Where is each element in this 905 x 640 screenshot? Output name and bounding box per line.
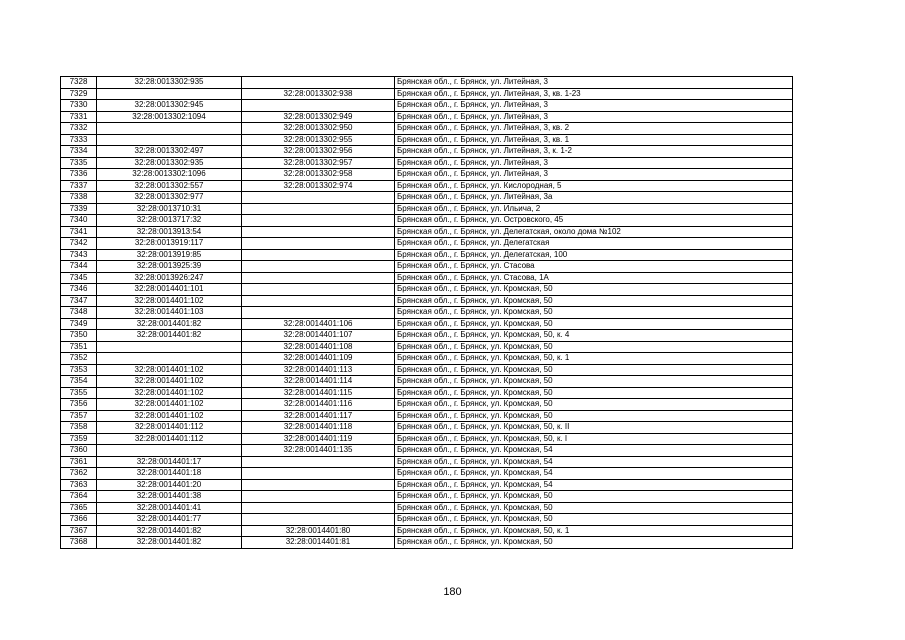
table-row: [61, 341, 793, 353]
land-cadastral-number-cell: 32:28:0014401:102: [97, 410, 242, 422]
land-cadastral-number-cell: 32:28:0013919:85: [97, 249, 242, 261]
address-cell: Брянская обл., г. Брянск, ул. Островского, 45: [395, 215, 793, 227]
row-number-cell: 7339: [61, 203, 97, 215]
address-cell: Брянская обл., г. Брянск, ул. Кислородная, 5: [395, 180, 793, 192]
building-cadastral-number-cell: [242, 272, 395, 284]
row-number-cell: 7341: [61, 226, 97, 238]
row-number-cell: 7367: [61, 525, 97, 537]
land-cadastral-number-cell: 32:28:0013302:935: [97, 77, 242, 89]
row-number-cell: 7344: [61, 261, 97, 273]
address-cell: Брянская обл., г. Брянск, ул. Кромская, 50: [395, 537, 793, 549]
row-number-cell: 7342: [61, 238, 97, 250]
land-cadastral-number-cell: [97, 88, 242, 100]
land-cadastral-number-cell: 32:28:0013302:497: [97, 146, 242, 158]
building-cadastral-number-cell: 32:28:0014401:81: [242, 537, 395, 549]
row-number-cell: 7333: [61, 134, 97, 146]
building-cadastral-number-cell: 32:28:0014401:107: [242, 330, 395, 342]
land-cadastral-number-cell: 32:28:0014401:20: [97, 479, 242, 491]
table-row: [61, 88, 793, 100]
table-row: [61, 491, 793, 503]
address-cell: Брянская обл., г. Брянск, ул. Кромская, 50: [395, 387, 793, 399]
building-cadastral-number-cell: 32:28:0014401:108: [242, 341, 395, 353]
land-cadastral-number-cell: [97, 134, 242, 146]
row-number-cell: 7366: [61, 514, 97, 526]
address-cell: Брянская обл., г. Брянск, ул. Делегатская, 100: [395, 249, 793, 261]
address-cell: Брянская обл., г. Брянск, ул. Кромская, 50: [395, 284, 793, 296]
address-cell: Брянская обл., г. Брянск, ул. Кромская, 50: [395, 318, 793, 330]
address-cell: Брянская обл., г. Брянск, ул. Кромская, 50: [395, 376, 793, 388]
table-row: [61, 192, 793, 204]
row-number-cell: 7353: [61, 364, 97, 376]
land-cadastral-number-cell: 32:28:0014401:103: [97, 307, 242, 319]
building-cadastral-number-cell: 32:28:0014401:117: [242, 410, 395, 422]
row-number-cell: 7357: [61, 410, 97, 422]
row-number-cell: 7346: [61, 284, 97, 296]
table-row: [61, 261, 793, 273]
building-cadastral-number-cell: [242, 456, 395, 468]
land-cadastral-number-cell: 32:28:0013919:117: [97, 238, 242, 250]
building-cadastral-number-cell: 32:28:0013302:956: [242, 146, 395, 158]
building-cadastral-number-cell: [242, 284, 395, 296]
table-row: [61, 468, 793, 480]
building-cadastral-number-cell: [242, 249, 395, 261]
address-cell: Брянская обл., г. Брянск, ул. Литейная, 3, кв. 2: [395, 123, 793, 135]
land-cadastral-number-cell: 32:28:0014401:82: [97, 318, 242, 330]
table-row: [61, 433, 793, 445]
table-body: [61, 77, 793, 549]
address-cell: Брянская обл., г. Брянск, ул. Литейная, 3: [395, 77, 793, 89]
building-cadastral-number-cell: 32:28:0013302:949: [242, 111, 395, 123]
land-cadastral-number-cell: 32:28:0013302:945: [97, 100, 242, 112]
land-cadastral-number-cell: 32:28:0014401:82: [97, 330, 242, 342]
building-cadastral-number-cell: [242, 226, 395, 238]
address-cell: Брянская обл., г. Брянск, ул. Литейная, 3а: [395, 192, 793, 204]
table-row: [61, 157, 793, 169]
building-cadastral-number-cell: [242, 502, 395, 514]
table-row: [61, 502, 793, 514]
table-row: [61, 123, 793, 135]
address-cell: Брянская обл., г. Брянск, ул. Литейная, 3: [395, 111, 793, 123]
row-number-cell: 7347: [61, 295, 97, 307]
row-number-cell: 7328: [61, 77, 97, 89]
address-cell: Брянская обл., г. Брянск, ул. Кромская, 54: [395, 468, 793, 480]
land-cadastral-number-cell: 32:28:0014401:102: [97, 387, 242, 399]
land-cadastral-number-cell: 32:28:0014401:77: [97, 514, 242, 526]
row-number-cell: 7354: [61, 376, 97, 388]
building-cadastral-number-cell: [242, 215, 395, 227]
row-number-cell: 7331: [61, 111, 97, 123]
address-cell: Брянская обл., г. Брянск, ул. Литейная, 3, кв. 1: [395, 134, 793, 146]
land-cadastral-number-cell: [97, 353, 242, 365]
address-cell: Брянская обл., г. Брянск, ул. Литейная, 3, к. 1-2: [395, 146, 793, 158]
row-number-cell: 7329: [61, 88, 97, 100]
row-number-cell: 7361: [61, 456, 97, 468]
land-cadastral-number-cell: 32:28:0014401:41: [97, 502, 242, 514]
table-row: [61, 525, 793, 537]
land-cadastral-number-cell: 32:28:0014401:112: [97, 422, 242, 434]
address-cell: Брянская обл., г. Брянск, ул. Литейная, 3, кв. 1-23: [395, 88, 793, 100]
page-number: 180: [443, 586, 462, 598]
building-cadastral-number-cell: 32:28:0013302:955: [242, 134, 395, 146]
table-row: [61, 203, 793, 215]
land-cadastral-number-cell: [97, 445, 242, 457]
land-cadastral-number-cell: 32:28:0013302:1096: [97, 169, 242, 181]
land-cadastral-number-cell: 32:28:0014401:101: [97, 284, 242, 296]
table-row: [61, 537, 793, 549]
row-number-cell: 7356: [61, 399, 97, 411]
building-cadastral-number-cell: 32:28:0014401:80: [242, 525, 395, 537]
table-row: [61, 479, 793, 491]
table-row: [61, 456, 793, 468]
building-cadastral-number-cell: 32:28:0013302:958: [242, 169, 395, 181]
land-cadastral-number-cell: [97, 341, 242, 353]
row-number-cell: 7345: [61, 272, 97, 284]
row-number-cell: 7365: [61, 502, 97, 514]
table-row: [61, 169, 793, 181]
building-cadastral-number-cell: 32:28:0014401:115: [242, 387, 395, 399]
building-cadastral-number-cell: 32:28:0014401:114: [242, 376, 395, 388]
row-number-cell: 7332: [61, 123, 97, 135]
address-cell: Брянская обл., г. Брянск, ул. Кромская, 50: [395, 399, 793, 411]
building-cadastral-number-cell: [242, 192, 395, 204]
land-cadastral-number-cell: 32:28:0013302:1094: [97, 111, 242, 123]
table-row: [61, 399, 793, 411]
row-number-cell: 7338: [61, 192, 97, 204]
row-number-cell: 7330: [61, 100, 97, 112]
land-cadastral-number-cell: 32:28:0013302:977: [97, 192, 242, 204]
building-cadastral-number-cell: [242, 514, 395, 526]
row-number-cell: 7337: [61, 180, 97, 192]
building-cadastral-number-cell: 32:28:0013302:950: [242, 123, 395, 135]
table-row: [61, 353, 793, 365]
table-row: [61, 295, 793, 307]
land-cadastral-number-cell: 32:28:0014401:112: [97, 433, 242, 445]
building-cadastral-number-cell: [242, 307, 395, 319]
land-cadastral-number-cell: 32:28:0014401:18: [97, 468, 242, 480]
table-row: [61, 272, 793, 284]
building-cadastral-number-cell: 32:28:0014401:106: [242, 318, 395, 330]
building-cadastral-number-cell: 32:28:0014401:135: [242, 445, 395, 457]
address-cell: Брянская обл., г. Брянск, ул. Кромская, 50, к. 4: [395, 330, 793, 342]
building-cadastral-number-cell: 32:28:0013302:957: [242, 157, 395, 169]
table-row: [61, 376, 793, 388]
address-cell: Брянская обл., г. Брянск, ул. Делегатская, около дома №102: [395, 226, 793, 238]
row-number-cell: 7358: [61, 422, 97, 434]
land-cadastral-number-cell: 32:28:0014401:17: [97, 456, 242, 468]
row-number-cell: 7352: [61, 353, 97, 365]
table-row: [61, 146, 793, 158]
table-row: [61, 215, 793, 227]
table-row: [61, 410, 793, 422]
address-cell: Брянская обл., г. Брянск, ул. Кромская, 50, к. 1: [395, 353, 793, 365]
row-number-cell: 7362: [61, 468, 97, 480]
address-cell: Брянская обл., г. Брянск, ул. Литейная, 3: [395, 157, 793, 169]
land-cadastral-number-cell: 32:28:0014401:102: [97, 399, 242, 411]
table-row: [61, 180, 793, 192]
address-cell: Брянская обл., г. Брянск, ул. Кромская, 54: [395, 445, 793, 457]
row-number-cell: 7351: [61, 341, 97, 353]
address-cell: Брянская обл., г. Брянск, ул. Кромская, 50: [395, 514, 793, 526]
address-cell: Брянская обл., г. Брянск, ул. Литейная, 3: [395, 169, 793, 181]
table-row: [61, 226, 793, 238]
table-row: [61, 318, 793, 330]
row-number-cell: 7359: [61, 433, 97, 445]
building-cadastral-number-cell: 32:28:0013302:974: [242, 180, 395, 192]
building-cadastral-number-cell: [242, 203, 395, 215]
building-cadastral-number-cell: 32:28:0013302:938: [242, 88, 395, 100]
address-cell: Брянская обл., г. Брянск, ул. Кромская, 50, к. 1: [395, 525, 793, 537]
address-cell: Брянская обл., г. Брянск, ул. Кромская, 50: [395, 341, 793, 353]
building-cadastral-number-cell: [242, 295, 395, 307]
land-cadastral-number-cell: 32:28:0014401:102: [97, 295, 242, 307]
table-row: [61, 100, 793, 112]
address-cell: Брянская обл., г. Брянск, ул. Ильича, 2: [395, 203, 793, 215]
land-cadastral-number-cell: 32:28:0013717:32: [97, 215, 242, 227]
row-number-cell: 7363: [61, 479, 97, 491]
address-cell: Брянская обл., г. Брянск, ул. Кромская, 54: [395, 456, 793, 468]
row-number-cell: 7348: [61, 307, 97, 319]
row-number-cell: 7350: [61, 330, 97, 342]
building-cadastral-number-cell: [242, 468, 395, 480]
table-row: [61, 445, 793, 457]
land-cadastral-number-cell: 32:28:0013926:247: [97, 272, 242, 284]
land-cadastral-number-cell: 32:28:0013913:54: [97, 226, 242, 238]
table-row: [61, 422, 793, 434]
building-cadastral-number-cell: [242, 479, 395, 491]
building-cadastral-number-cell: [242, 77, 395, 89]
table-row: [61, 364, 793, 376]
building-cadastral-number-cell: [242, 238, 395, 250]
building-cadastral-number-cell: 32:28:0014401:113: [242, 364, 395, 376]
table-row: [61, 77, 793, 89]
building-cadastral-number-cell: 32:28:0014401:119: [242, 433, 395, 445]
row-number-cell: 7360: [61, 445, 97, 457]
row-number-cell: 7334: [61, 146, 97, 158]
land-cadastral-number-cell: 32:28:0013925:39: [97, 261, 242, 273]
building-cadastral-number-cell: [242, 261, 395, 273]
land-cadastral-number-cell: 32:28:0014401:102: [97, 364, 242, 376]
address-cell: Брянская обл., г. Брянск, ул. Кромская, 50: [395, 307, 793, 319]
building-cadastral-number-cell: 32:28:0014401:118: [242, 422, 395, 434]
row-number-cell: 7368: [61, 537, 97, 549]
table-row: [61, 330, 793, 342]
address-cell: Брянская обл., г. Брянск, ул. Кромская, 50: [395, 410, 793, 422]
row-number-cell: 7364: [61, 491, 97, 503]
table-row: [61, 238, 793, 250]
address-cell: Брянская обл., г. Брянск, ул. Кромская, 50: [395, 491, 793, 503]
building-cadastral-number-cell: 32:28:0014401:116: [242, 399, 395, 411]
building-cadastral-number-cell: 32:28:0014401:109: [242, 353, 395, 365]
table-row: [61, 111, 793, 123]
land-cadastral-number-cell: 32:28:0013302:935: [97, 157, 242, 169]
row-number-cell: 7355: [61, 387, 97, 399]
row-number-cell: 7340: [61, 215, 97, 227]
building-cadastral-number-cell: [242, 491, 395, 503]
address-cell: Брянская обл., г. Брянск, ул. Стасова: [395, 261, 793, 273]
address-cell: Брянская обл., г. Брянск, ул. Кромская, 50: [395, 364, 793, 376]
land-cadastral-number-cell: 32:28:0014401:82: [97, 537, 242, 549]
address-cell: Брянская обл., г. Брянск, ул. Кромская, 54: [395, 479, 793, 491]
address-cell: Брянская обл., г. Брянск, ул. Кромская, 50: [395, 295, 793, 307]
row-number-cell: 7335: [61, 157, 97, 169]
address-cell: Брянская обл., г. Брянск, ул. Кромская, 50, к. I: [395, 433, 793, 445]
address-cell: Брянская обл., г. Брянск, ул. Кромская, 50, к. II: [395, 422, 793, 434]
address-cell: Брянская обл., г. Брянск, ул. Стасова, 1А: [395, 272, 793, 284]
land-cadastral-number-cell: 32:28:0014401:102: [97, 376, 242, 388]
row-number-cell: 7336: [61, 169, 97, 181]
cadastral-table: [60, 76, 793, 549]
land-cadastral-number-cell: [97, 123, 242, 135]
land-cadastral-number-cell: 32:28:0014401:82: [97, 525, 242, 537]
land-cadastral-number-cell: 32:28:0013302:557: [97, 180, 242, 192]
address-cell: Брянская обл., г. Брянск, ул. Делегатская: [395, 238, 793, 250]
table-row: [61, 307, 793, 319]
land-cadastral-number-cell: 32:28:0013710:31: [97, 203, 242, 215]
address-cell: Брянская обл., г. Брянск, ул. Кромская, 50: [395, 502, 793, 514]
table-row: [61, 249, 793, 261]
row-number-cell: 7349: [61, 318, 97, 330]
building-cadastral-number-cell: [242, 100, 395, 112]
table-row: [61, 387, 793, 399]
row-number-cell: 7343: [61, 249, 97, 261]
address-cell: Брянская обл., г. Брянск, ул. Литейная, 3: [395, 100, 793, 112]
land-cadastral-number-cell: 32:28:0014401:38: [97, 491, 242, 503]
table-row: [61, 284, 793, 296]
table-row: [61, 134, 793, 146]
table-row: [61, 514, 793, 526]
